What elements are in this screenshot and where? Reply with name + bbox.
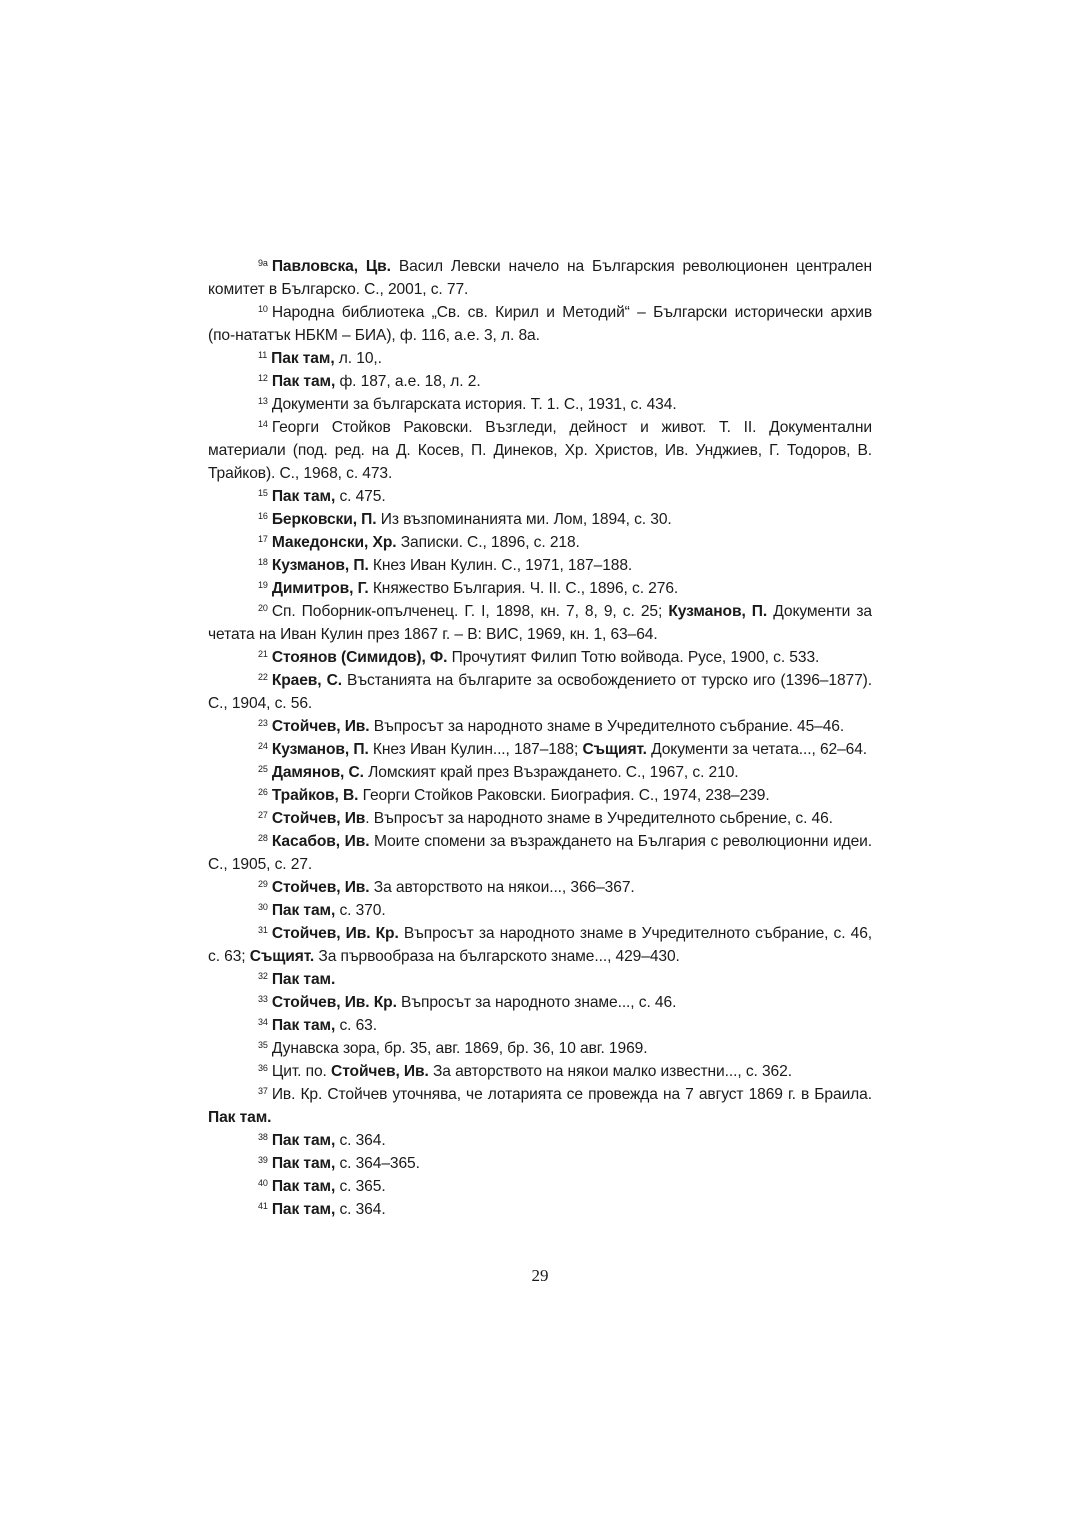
footnote-text: Княжество България. Ч. II. С., 1896, с. 276.: [368, 580, 679, 597]
footnote-number: 13: [258, 396, 268, 406]
footnote-number: 25: [258, 764, 268, 774]
footnote-number: 27: [258, 810, 268, 820]
footnote-number: 30: [258, 902, 268, 912]
footnote-text: Въпросът за народното знаме в Учредителното събрание, с. 46, с. 63;: [208, 925, 873, 965]
footnote-author: Същият.: [582, 741, 647, 758]
footnote-text: Цит. по.: [271, 1063, 332, 1080]
footnote: [208, 554, 872, 577]
footnote: [208, 1014, 872, 1037]
footnote-text: с. 365.: [335, 1178, 386, 1195]
footnote-number: 15: [258, 488, 268, 498]
footnote-number: 14: [258, 419, 268, 429]
footnote-author: Стойчев, Ив. Кр.: [271, 994, 397, 1011]
footnote-number: 29: [258, 879, 268, 889]
footnote-author: Павловска, Цв.: [271, 258, 391, 275]
footnote-author: Стойчев, Ив: [271, 810, 366, 827]
footnote-text: с. 475.: [335, 488, 386, 505]
footnote-number: 23: [258, 718, 268, 728]
footnote-text: За авторството на някои..., 366–367.: [369, 879, 635, 896]
footnote-number: 38: [258, 1132, 268, 1142]
footnote-number: 33: [258, 994, 268, 1004]
footnote-number: 34: [258, 1017, 268, 1027]
footnote-text: Моите спомени за възраждането на България с революционни идеи. С., 1905, с. 27.: [208, 833, 872, 873]
footnote: [208, 646, 872, 669]
footnote: [208, 600, 872, 646]
footnote-text: Кнез Иван Кулин. С., 1971, 187–188.: [368, 557, 633, 574]
footnote: [208, 1152, 872, 1175]
footnote-number: 22: [258, 672, 268, 682]
footnote: [208, 899, 872, 922]
footnote-author: Македонски, Хр.: [271, 534, 397, 551]
footnote: [208, 393, 872, 416]
footnote-author: Стойчев, Ив.: [331, 1063, 429, 1080]
footnote: [208, 416, 872, 485]
footnote-author: Пак там,: [271, 373, 336, 390]
footnote-number: 16: [258, 511, 268, 521]
footnote-author: Стоянов (Симидов), Ф.: [271, 649, 448, 666]
footnote-text: с. 364.: [335, 1132, 386, 1149]
footnote-text: Въпросът за народното знаме..., с. 46.: [396, 994, 677, 1011]
footnote-text: Народна библиотека „Св. св. Кирил и Методий“ – Български исторически архив (по-нататък НБКМ – БИА), ф. 116, а.е. 3, л. 8а.: [208, 304, 872, 344]
footnote-number: 10: [258, 304, 268, 314]
footnote-author: Димитров, Г.: [271, 580, 369, 597]
footnote-number: 39: [258, 1155, 268, 1165]
footnote-author: Стойчев, Ив.: [271, 718, 370, 735]
footnote-author: Пак там,: [271, 1017, 336, 1034]
footnote-number: 35: [258, 1040, 268, 1050]
footnote-text: Сп. Поборник-опълченец. Г. I, 1898, кн. 7, 8, 9, с. 25;: [271, 603, 669, 620]
footnote: [208, 370, 872, 393]
footnote-author: Пак там,: [271, 1132, 336, 1149]
footnote: [208, 991, 872, 1014]
footnote-text: л. 10,.: [334, 350, 382, 367]
footnote: [208, 1037, 872, 1060]
footnote-number: 41: [258, 1201, 268, 1211]
footnote: [208, 347, 872, 370]
footnote: [208, 1129, 872, 1152]
footnote: [208, 301, 872, 347]
footnote-text: Георги Стойков Раковски. Възгледи, дейност и живот. Т. II. Документални материали (под. ред. на Д. Косев, П. Динеков, Хр. Христов, Ив. Унджиев, Г. Тодоров, В. Трайков). С., 1968, с. 473.: [208, 419, 872, 482]
footnote-author: Кузманов, П.: [271, 557, 369, 574]
footnote-text: с. 364–365.: [335, 1155, 420, 1172]
footnote-number: 32: [258, 971, 268, 981]
footnote-number: 26: [258, 787, 268, 797]
footnote-author: Пак там,: [271, 902, 336, 919]
footnote-number: 11: [258, 350, 268, 360]
footnote-text: За авторството на някои малко известни..., с. 362.: [428, 1063, 792, 1080]
footnote-text: Въстанията на българите за освобождението от турско иго (1396–1877). С., 1904, с. 56.: [208, 672, 872, 712]
footnote-author: Пак там,: [271, 1178, 336, 1195]
footnote-author: Кузманов, П.: [271, 741, 369, 758]
footnote-text: с. 364.: [335, 1201, 386, 1218]
footnote: [208, 255, 872, 301]
footnote-text: Дунавска зора, бр. 35, авг. 1869, бр. 36, 10 авг. 1969.: [271, 1040, 648, 1057]
footnote-author: Пак там.: [208, 1109, 272, 1126]
footnote-text: Кнез Иван Кулин..., 187–188;: [368, 741, 583, 758]
footnote: [208, 669, 872, 715]
footnote-text: Въпросът за народното знаме в Учредителното събрание. 45–46.: [369, 718, 845, 735]
footnote-text: Прочутият Филип Тотю войвода. Русе, 1900, с. 533.: [447, 649, 820, 666]
footnote-number: 18: [258, 557, 268, 567]
footnote-number: 24: [258, 741, 268, 751]
footnote-text: Васил Левски начело на Българския революционен централен комитет в Българско. С., 2001, с. 77.: [208, 258, 872, 298]
footnote-author: Стойчев, Ив. Кр.: [271, 925, 399, 942]
footnote: [208, 761, 872, 784]
footnote-author: Пак там,: [271, 488, 336, 505]
footnote-text: Ломският край през Възраждането. С., 1967, с. 210.: [363, 764, 739, 781]
footnote: [208, 485, 872, 508]
footnote-text: с. 63.: [335, 1017, 377, 1034]
footnote-author: Стойчев, Ив.: [271, 879, 370, 896]
footnote: [208, 508, 872, 531]
footnote: [208, 715, 872, 738]
footnote: [208, 784, 872, 807]
footnote-author: Краев, С.: [271, 672, 342, 689]
footnote-author: Пак там,: [271, 1155, 336, 1172]
footnote-text: Документи за четата на Иван Кулин през 1867 г. – В: ВИС, 1969, кн. 1, 63–64.: [208, 603, 873, 643]
footnote-author: Кузманов, П.: [668, 603, 768, 620]
footnote-text: ф. 187, а.е. 18, л. 2.: [335, 373, 481, 390]
footnote-text: Из възпоминанията ми. Лом, 1894, с. 30.: [376, 511, 672, 528]
footnote-author: Касабов, Ив.: [271, 833, 370, 850]
footnote: [208, 830, 872, 876]
footnote-text: Документи за българската история. Т. 1. С., 1931, с. 434.: [271, 396, 677, 413]
footnote: [208, 1175, 872, 1198]
footnote-author: Берковски, П.: [271, 511, 377, 528]
footnotes-block: [208, 255, 872, 1221]
footnote-number: 17: [258, 534, 268, 544]
footnote-number: 40: [258, 1178, 268, 1188]
footnote-author: Пак там.: [271, 971, 336, 988]
footnote-author: Пак там,: [271, 1201, 336, 1218]
footnote-number: 31: [258, 925, 268, 935]
footnote: [208, 807, 872, 830]
footnote: [208, 922, 872, 968]
footnote-author: Трайков, В.: [271, 787, 359, 804]
footnote: [208, 876, 872, 899]
footnote: [208, 531, 872, 554]
page-number: 29: [531, 1266, 549, 1285]
footnote-text: Георги Стойков Раковски. Биография. С., 1974, 238–239.: [358, 787, 770, 804]
footnote-text: . Въпросът за народното знаме в Учредителното сьбрение, с. 46.: [365, 810, 833, 827]
footnote: [208, 1083, 872, 1129]
footnote-number: 20: [258, 603, 268, 613]
footnote-author: Пак там,: [271, 350, 335, 367]
footnote-text: с. 370.: [335, 902, 386, 919]
footnote: [208, 1060, 872, 1083]
footnote-text: Документи за четата..., 62–64.: [646, 741, 868, 758]
footnote-number: 28: [258, 833, 268, 843]
footnote-author: Дамянов, С.: [271, 764, 364, 781]
footnote: [208, 738, 872, 761]
footnote: [208, 968, 872, 991]
footnote-number: 36: [258, 1063, 268, 1073]
footnote-author: Същият.: [249, 948, 315, 965]
footnote-number: 9a: [258, 258, 268, 268]
footnote-text: Ив. Кр. Стойчев уточнява, че лотарията се провежда на 7 август 1869 г. в Браила.: [271, 1086, 872, 1103]
footnote-number: 19: [258, 580, 268, 590]
footnote: [208, 577, 872, 600]
footnote: [208, 1198, 872, 1221]
footnote-text: За първообраза на българското знаме..., 429–430.: [314, 948, 680, 965]
footnote-text: Записки. С., 1896, с. 218.: [396, 534, 580, 551]
footnote-number: 21: [258, 649, 268, 659]
footnote-number: 37: [258, 1086, 268, 1096]
footnote-number: 12: [258, 373, 268, 383]
